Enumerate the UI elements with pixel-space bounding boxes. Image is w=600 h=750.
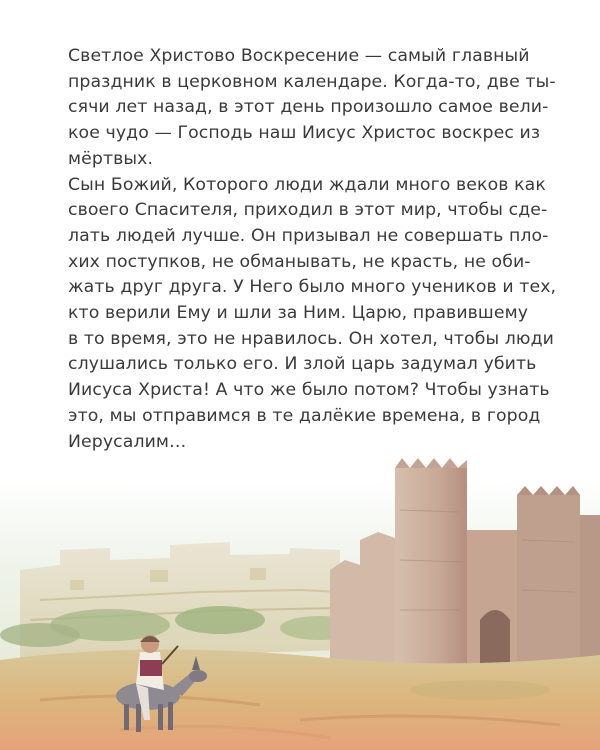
text-line: кое чудо — Господь наш Иисус Христос воскрес из	[68, 123, 541, 144]
text-line: хих поступков, не обманывать, не красть, не оби-	[68, 251, 531, 272]
text-line: лать людей лучше. Он призывал не совершать пло-	[68, 225, 549, 246]
paragraph-2	[68, 173, 557, 456]
jerusalem-illustration	[0, 420, 600, 750]
text-line: своего Спасителя, приходил в этот мир, чтобы сде-	[68, 200, 548, 221]
text-line: Иерусалим…	[68, 431, 187, 452]
paragraph-1	[68, 44, 556, 173]
text-line: Иисуса Христа! А что же было потом? Чтобы узнать	[68, 380, 550, 401]
text-line: слушались только его. И злой царь задумал убить	[68, 354, 537, 375]
text-line: праздник в церковном календаре. Когда-то, две ты-	[68, 71, 556, 92]
text-line: жать друг друга. У Него было много учеников и тех,	[68, 277, 557, 298]
text-line: Сын Божий, Которого люди ждали много веков как	[68, 174, 546, 195]
text-line: мёртвых.	[68, 148, 154, 169]
text-line: это, мы отправимся в те далёкие времена, в город	[68, 405, 541, 426]
text-line: кто верили Ему и шли за Ним. Царю, правившему	[68, 303, 529, 324]
story-text	[68, 44, 557, 455]
text-line: сячи лет назад, в этот день произошло самое вели-	[68, 97, 549, 118]
text-line: в то время, это не нравилось. Он хотел, чтобы люди	[68, 328, 554, 349]
text-line: Светлое Христово Воскресение — самый главный	[68, 46, 530, 66]
